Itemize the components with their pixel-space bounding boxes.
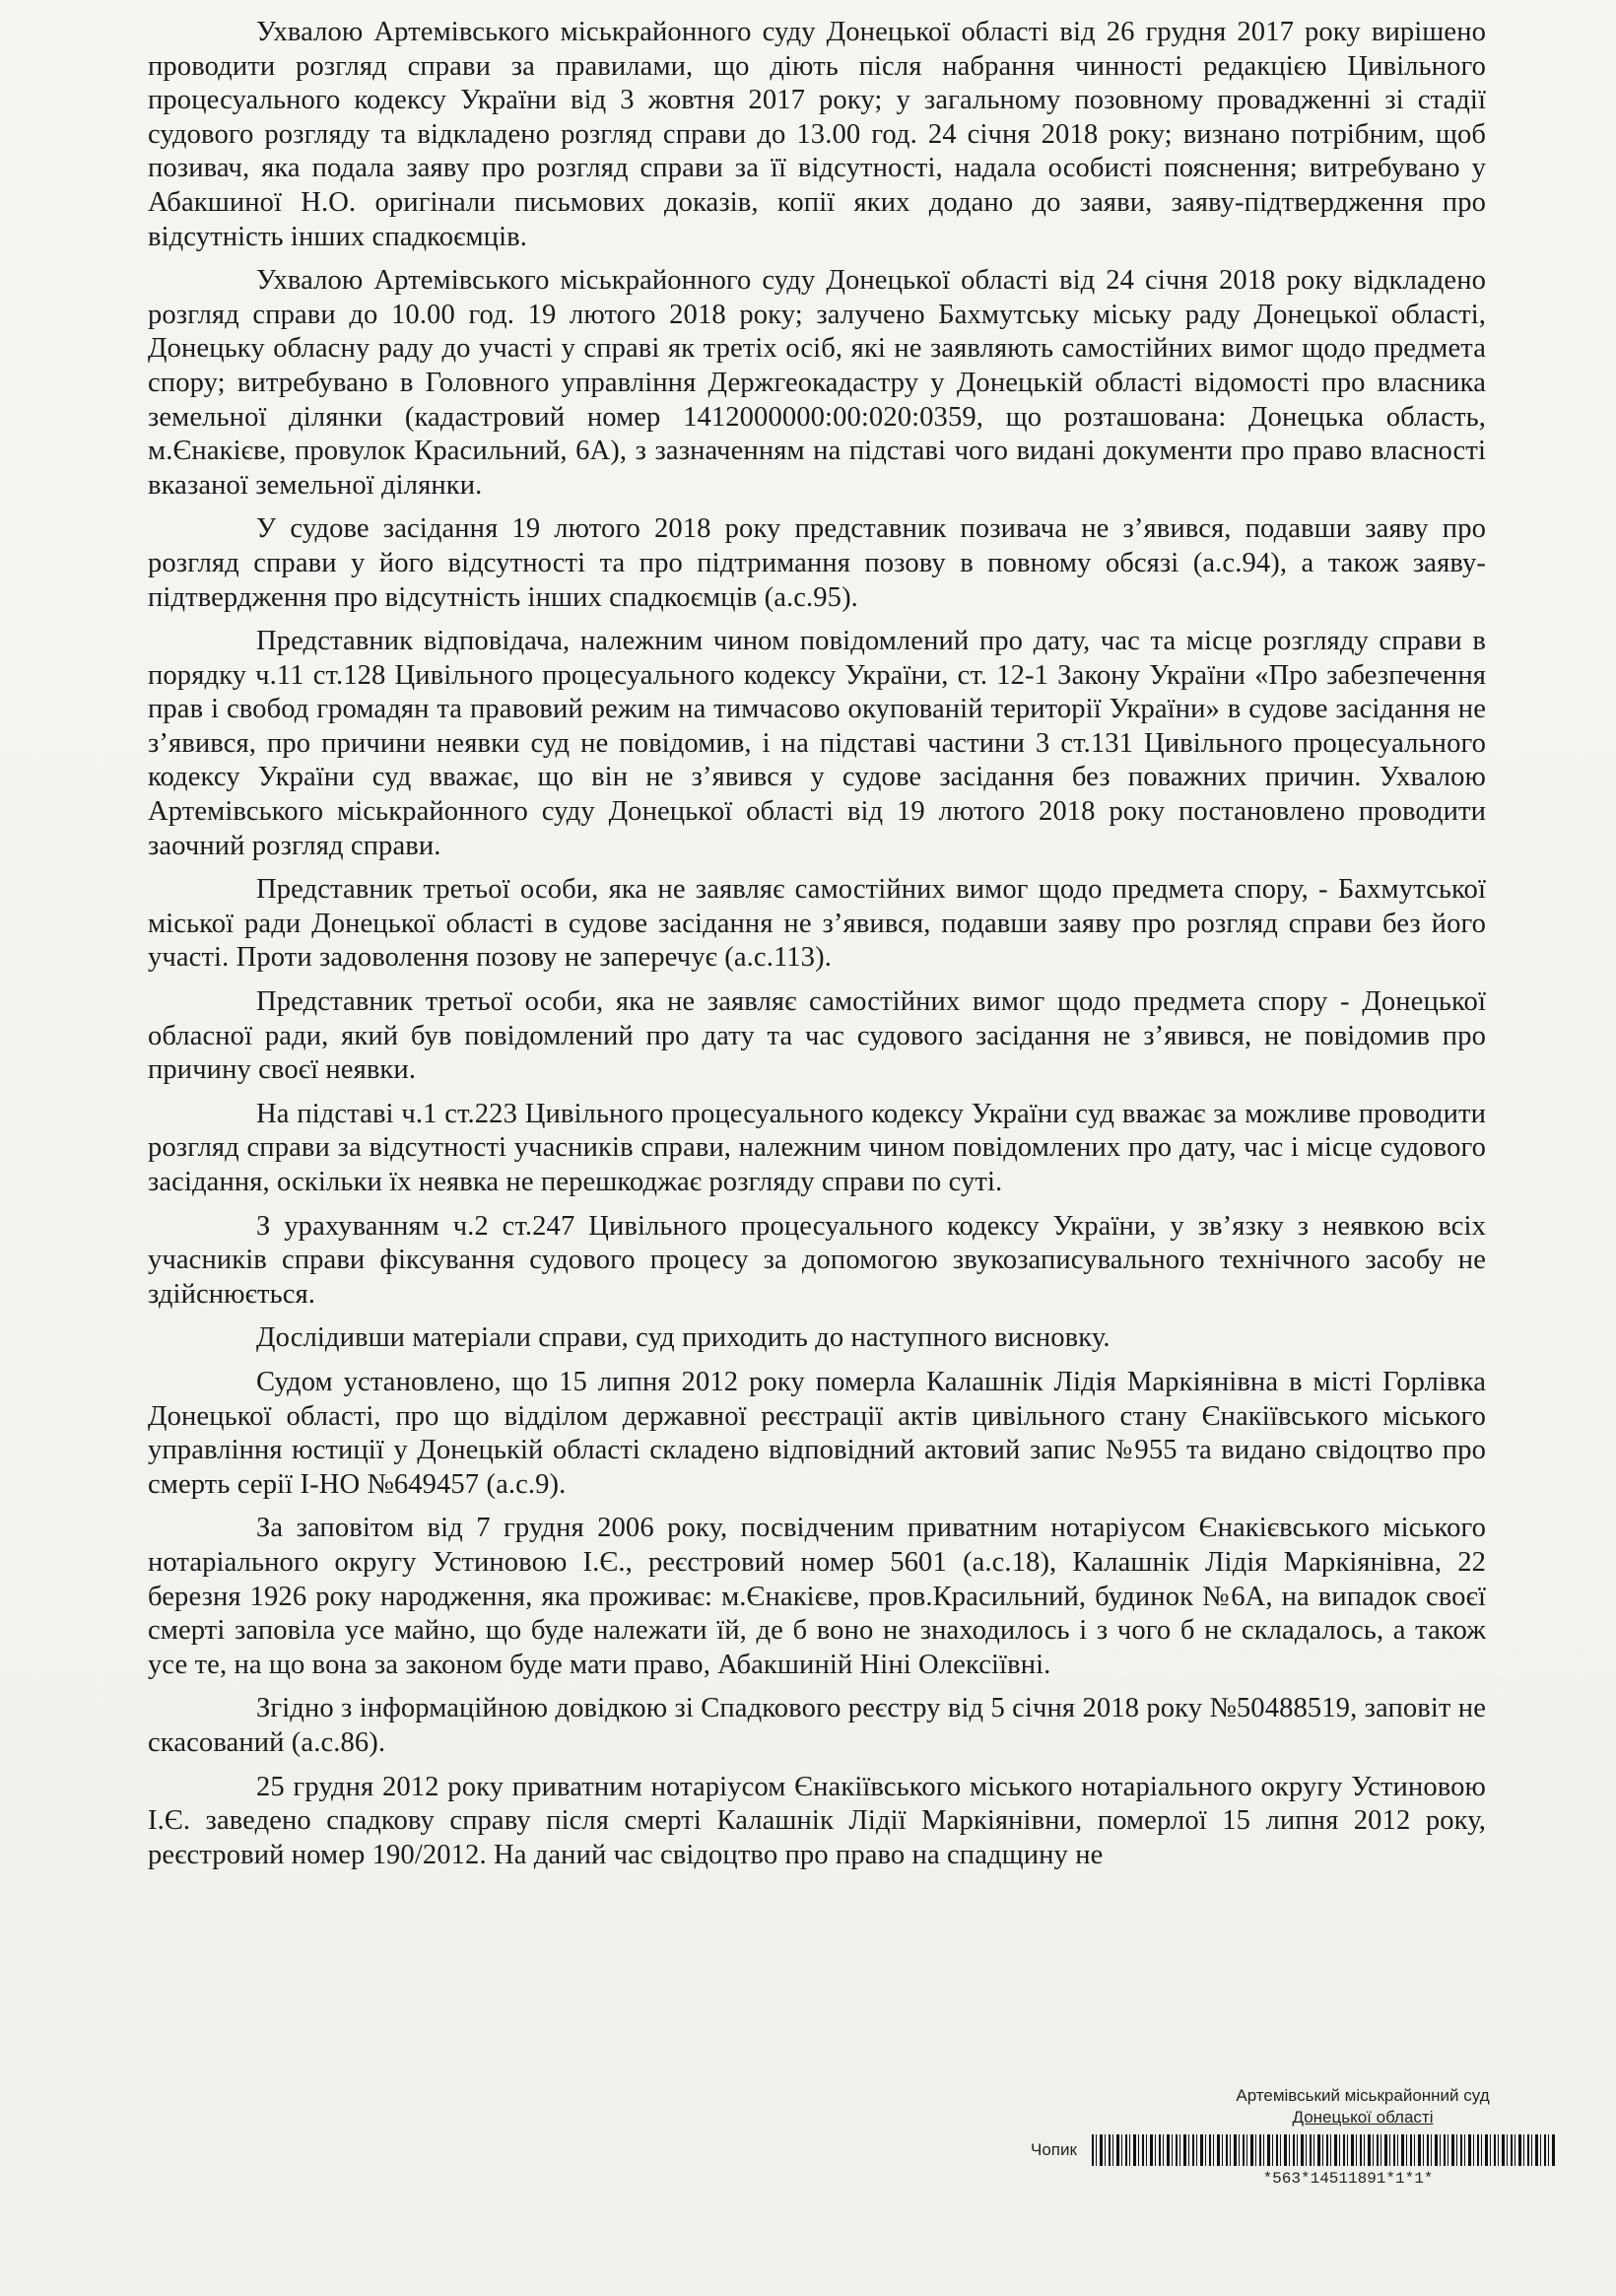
document-body [148,16,1486,1872]
court-region: Донецької області [1292,2108,1434,2127]
paragraph-10: Судом установлено, що 15 липня 2012 року померла Калашнік Лідія Маркіянівна в місті Горлівка Донецької області, про що відділом державної реєстрації актів цивільного стану Єнакіївського міського управління юстиції у Донецькій області складено відповідний актовий запис №955 та видано свідоцтво про смерть серії І-НО №649457 (а.с.9). [148,1366,1486,1500]
barcode-label: Чопик [1031,2140,1077,2159]
paragraph-5: Представник третьої особи, яка не заявляє самостійних вимог щодо предмета спору, - Бахмутської міської ради Донецької області в судове засідання не з’явився, подавши заяву про розгляд справи без його участі. Проти задоволення позову не заперечує (а.с.113). [148,874,1486,974]
court-stamp [1200,2085,1525,2128]
paragraph-8: З урахуванням ч.2 ст.247 Цивільного процесуального кодексу України, у зв’язку з неявкою всіх учасників справи фіксування судового процесу за допомогою звукозаписувального технічного засобу не здійснюється. [148,1210,1486,1310]
paragraph-11: За заповітом від 7 грудня 2006 року, посвідченим приватним нотаріусом Єнакієвського міського нотаріального округу Устиновою І.Є., реєстровий номер 5601 (а.с.18), Калашнік Лідія Маркіянівна, 22 березня 1926 року народження, яка проживає: м.Єнакієве, пров.Красильний, будинок №6А, на випадок своєї смерті заповіла усе майно, що буде належати їй, де б воно не знаходилось і з чого б не складалось, а також усе те, на що вона за законом буде мати право, Абакшиній Ніні Олексіївні. [148,1513,1486,1680]
paragraph-9: Дослідивши матеріали справи, суд приходить до наступного висновку. [256,1322,1111,1354]
court-name: Артемівський міськрайонний суд [1236,2086,1490,2105]
paragraph-12: Згідно з інформаційною довідкою зі Спадкового реєстру від 5 січня 2018 року №50488519, заповіт не скасований (а.с.86). [148,1693,1486,1758]
paragraph-1: Ухвалою Артемівського міськрайонного суду Донецької області від 26 грудня 2017 року вирішено проводити розгляд справи за правилами, що діють після набрання чинності редакцією Цивільного процесуального кодексу України від 3 жовтня 2017 року; у загальному позовному провадженні зі стадії судового розгляду та відкладено розгляд справи до 13.00 год. 24 січня 2018 року; визнано потрібним, щоб позивач, яка подала заяву про розгляд справи за її відсутності, надала особисті пояснення; витребувано у Абакшиної Н.О. оригінали письмових доказів, копії яких додано до заяви, заяву-підтвердження про відсутність інших спадкоємців. [148,17,1486,252]
paragraph-2: Ухвалою Артемівського міськрайонного суду Донецької області від 24 січня 2018 року відкладено розгляд справи до 10.00 год. 19 лютого 2018 року; залучено Бахмутську міську раду Донецької області, Донецьку обласну раду до участі у справі як третіх осіб, які не заявляють самостійних вимог щодо предмета спору; витребувано в Головного управління Держгеокадастру у Донецькій області відомості про власника земельної ділянки (кадастровий номер 1412000000:00:020:0359, що розташована: Донецька область, м.Єнакієве, провулок Красильний, 6А), з зазначенням на підставі чого видані документи про право власності вказаної земельної ділянки. [148,265,1486,501]
paragraph-6: Представник третьої особи, яка не заявляє самостійних вимог щодо предмета спору - Донецької обласної ради, який був повідомлений про дату та час судового засідання не з’явився, не повідомив про причину своєї неявки. [148,986,1486,1086]
barcode-code: *563*14511891*1*1* [1262,2170,1434,2188]
paragraph-4: Представник відповідача, належним чином повідомлений про дату, час та місце розгляду справи в порядку ч.11 ст.128 Цивільного процесуального кодексу України, ст. 12-1 Закону України «Про забезпечення прав і свобод громадян та правовий режим на тимчасово окупованій території України» в судове засідання не з’явився, про причини неявки суд не повідомив, і на підставі частини 3 ст.131 Цивільного процесуального кодексу України суд вважає, що він не з’явився у судове засідання без поважних причин. Ухвалою Артемівського міськрайонного суду Донецької області від 19 лютого 2018 року постановлено проводити заочний розгляд справи. [148,626,1486,861]
paragraph-3: У судове засідання 19 лютого 2018 року представник позивача не з’явився, подавши заяву про розгляд справи у його відсутності та про підтримання позову в повному обсязі (а.с.94), а також заяву-підтвердження про відсутність інших спадкоємців (а.с.95). [148,513,1486,613]
paragraph-7: На підставі ч.1 ст.223 Цивільного процесуального кодексу України суд вважає за можливе проводити розгляд справи за відсутності учасників справи, належним чином повідомлених про дату, час і місце судового засідання, оскільки їх неявка не перешкоджає розгляду справи по суті. [148,1098,1486,1197]
paragraph-13: 25 грудня 2012 року приватним нотаріусом Єнакіївського міського нотаріального округу Устиновою І.Є. заведено спадкову справу після смерті Калашнік Лідії Маркіянівни, померлої 15 липня 2012 року, реєстровий номер 190/2012. На даний час свідоцтво про право на спадщину не [148,1771,1486,1870]
barcode-icon [1092,2134,1555,2166]
